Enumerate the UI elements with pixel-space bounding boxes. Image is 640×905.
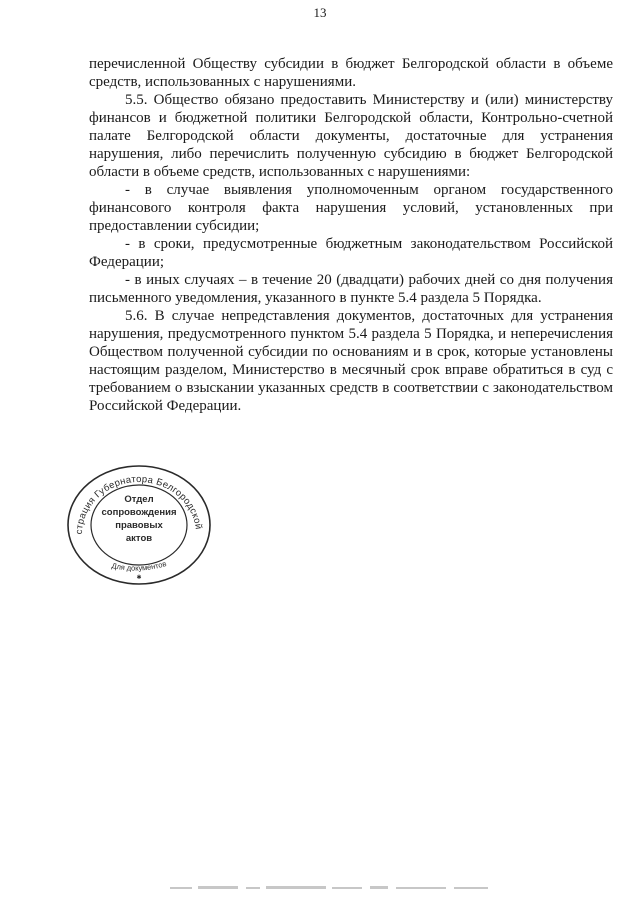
stamp-line-4: актов <box>125 533 153 544</box>
official-stamp <box>64 462 214 587</box>
paragraph-5-6: 5.6. В случае непредставления документов, достаточных для устранения нарушения, предусмотренного пунктом 5.4 раздела 5 Порядка, и неперечисления Обществом полученной субсидии по основаниям и в срок, которые установлены настоящим разделом, Министерство в месячный срок вправе обратиться в суд с требованием о взыскании указанных средств в соответствии с законодательством Российской Федерации. <box>89 308 613 414</box>
stamp-star-icon: ✱ <box>136 574 142 581</box>
stamp-ring-text: страция Губернатора Белгородской <box>73 473 204 535</box>
list-item-budget-terms: - в сроки, предусмотренные бюджетным законодательством Российской Федерации; <box>89 236 613 270</box>
scan-artifact <box>170 880 500 890</box>
stamp-seal <box>64 462 214 587</box>
stamp-line-1: Отдел <box>124 494 154 505</box>
stamp-line-3: правовых <box>115 520 163 531</box>
paragraph-continuation: перечисленной Обществу субсидии в бюджет Белгородской области в объеме средств, использованных с нарушениями. <box>89 56 613 90</box>
list-item-other-cases: - в иных случаях – в течение 20 (двадцати) рабочих дней со дня получения письменного уведомления, указанного в пункте 5.4 раздела 5 Порядка. <box>89 272 613 306</box>
stamp-line-2: сопровождения <box>101 507 177 518</box>
stamp-bottom-text: Для документов <box>110 559 168 573</box>
document-body <box>89 55 613 415</box>
list-item-control-violation: - в случае выявления уполномоченным органом государственного финансового контроля факта нарушения условий, установленных при предоставлении субсидии; <box>89 182 613 234</box>
paragraph-5-5: 5.5. Общество обязано предоставить Министерству и (или) министерству финансов и бюджетной политики Белгородской области, Контрольно-счетной палате Белгородской области документы, достаточные для устранения нарушения, либо перечислить полученную субсидию в бюджет Белгородской области в объеме средств, использованных с нарушениями: <box>89 92 613 180</box>
page-number: 13 <box>313 5 327 20</box>
